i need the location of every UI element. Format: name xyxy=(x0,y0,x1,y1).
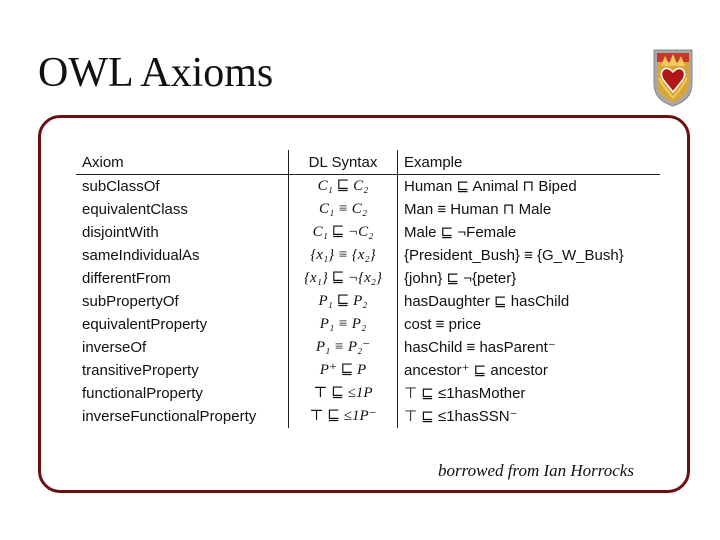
dl-syntax-cell: {x₁} ⊑ ¬{x₂} xyxy=(289,267,398,290)
dl-syntax-cell: C₁ ≡ C₂ xyxy=(289,198,398,221)
table-row xyxy=(76,267,660,290)
header-dl-syntax: DL Syntax xyxy=(289,150,398,175)
axiom-cell: subPropertyOf xyxy=(82,293,179,310)
axiom-cell: differentFrom xyxy=(82,270,171,287)
example-cell: Man ≡ Human ⊓ Male xyxy=(404,201,552,218)
table-row xyxy=(76,175,660,199)
example-cell: Human ⊑ Animal ⊓ Biped xyxy=(404,178,577,195)
attribution-credit: borrowed from Ian Horrocks xyxy=(438,461,634,480)
table-row xyxy=(76,405,660,428)
example-cell: {john} ⊑ ¬{peter} xyxy=(404,270,517,287)
dl-syntax-cell: C₁ ⊑ C₂ xyxy=(289,175,398,199)
dl-syntax-cell: P₁ ⊑ P₂ xyxy=(289,290,398,313)
axiom-cell: transitiveProperty xyxy=(82,362,199,379)
axiom-cell: inverseOf xyxy=(82,339,147,356)
example-cell: hasDaughter ⊑ hasChild xyxy=(404,293,570,310)
table-row xyxy=(76,336,660,359)
axiom-cell: equivalentProperty xyxy=(82,316,208,333)
dl-syntax-cell: P₁ ≡ P₂ xyxy=(289,313,398,336)
table-row xyxy=(76,290,660,313)
axioms-table xyxy=(76,150,660,428)
axiom-cell: subClassOf xyxy=(82,178,160,195)
example-cell: cost ≡ price xyxy=(404,316,482,333)
table-row xyxy=(76,221,660,244)
table-row xyxy=(76,244,660,267)
axiom-cell: disjointWith xyxy=(82,224,159,241)
axiom-cell: functionalProperty xyxy=(82,385,203,402)
table-row xyxy=(76,359,660,382)
example-cell: ancestor⁺ ⊑ ancestor xyxy=(404,362,548,379)
dl-syntax-cell: {x₁} ≡ {x₂} xyxy=(289,244,398,267)
example-cell: ⊤ ⊑ ≤1hasSSN⁻ xyxy=(404,408,518,425)
table-row xyxy=(76,382,660,405)
header-example: Example xyxy=(398,150,661,175)
table-row xyxy=(76,313,660,336)
dl-syntax-cell: P₁ ≡ P₂⁻ xyxy=(289,336,398,359)
table-row xyxy=(76,198,660,221)
example-cell: {President_Bush} ≡ {G_W_Bush} xyxy=(404,247,624,264)
dl-syntax-cell: C₁ ⊑ ¬C₂ xyxy=(289,221,398,244)
table-header-row xyxy=(76,150,660,175)
dl-syntax-cell: P⁺ ⊑ P xyxy=(289,359,398,382)
example-cell: Male ⊑ ¬Female xyxy=(404,224,517,241)
axiom-cell: sameIndividualAs xyxy=(82,247,200,264)
crest-heart-icon xyxy=(651,48,695,108)
dl-syntax-cell: ⊤ ⊑ ≤1P xyxy=(289,382,398,405)
example-cell: hasChild ≡ hasParent⁻ xyxy=(404,339,556,356)
slide-title: OWL Axioms xyxy=(38,50,274,96)
example-cell: ⊤ ⊑ ≤1hasMother xyxy=(404,385,526,402)
axiom-cell: equivalentClass xyxy=(82,201,188,218)
dl-syntax-cell: ⊤ ⊑ ≤1P⁻ xyxy=(289,405,398,428)
axiom-cell: inverseFunctionalProperty xyxy=(82,408,257,425)
header-axiom: Axiom xyxy=(76,150,289,175)
